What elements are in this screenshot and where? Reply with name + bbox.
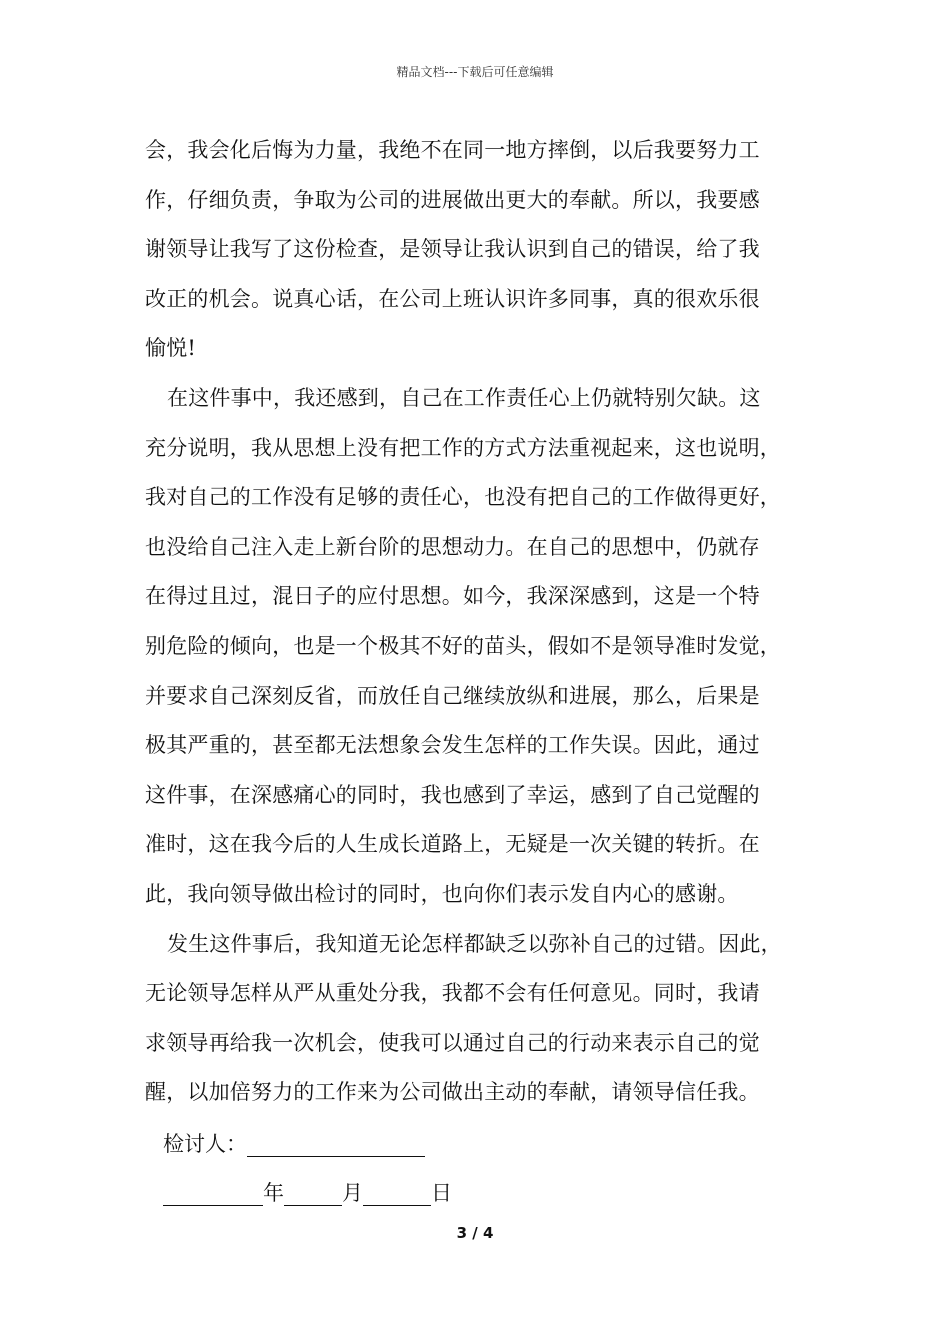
text-line: 准时，这在我今后的人生成长道路上，无疑是一次关键的转折。在: [145, 832, 760, 857]
day-label: 日: [431, 1181, 452, 1205]
text-line: 作，仔细负责，争取为公司的进展做出更大的奉献。所以，我要感: [145, 187, 760, 212]
paragraph-1: [145, 126, 835, 374]
text-line: 这件事，在深感痛心的同时，我也感到了幸运，感到了自己觉醒的: [145, 782, 760, 807]
text-line: 并要求自己深刻反省，而放任自己继续放纵和进展，那么，后果是: [145, 683, 760, 708]
text-line: 醒，以加倍努力的工作来为公司做出主动的奉献，请领导信任我。: [145, 1080, 760, 1105]
year-label: 年: [263, 1181, 284, 1205]
signature-line: [163, 1119, 425, 1169]
text-line: 我对自己的工作没有足够的责任心，也没有把自己的工作做得更好，: [145, 485, 781, 510]
document-header: 精品文档---下载后可任意编辑: [396, 65, 554, 79]
text-line: 改正的机会。说真心话，在公司上班认识许多同事，真的很欢乐很: [145, 286, 760, 311]
paragraph-2: [145, 374, 835, 920]
text-line: 愉悦!: [145, 336, 197, 361]
paragraph-3: [145, 920, 835, 1118]
text-line: 极其严重的，甚至都无法想象会发生怎样的工作失误。因此，通过: [145, 733, 760, 758]
text-line: 谢领导让我写了这份检查，是领导让我认识到自己的错误，给了我: [145, 237, 760, 262]
day-blank: [363, 1179, 431, 1206]
month-blank: [284, 1179, 342, 1206]
text-line: 此，我向领导做出检讨的同时，也向你们表示发自内心的感谢。: [145, 881, 739, 906]
text-line: 在这件事中，我还感到，自己在工作责任心上仍就特别欠缺。这: [167, 385, 761, 410]
page-number: 3 / 4: [456, 1224, 494, 1242]
text-line: 别危险的倾向，也是一个极其不好的苗头，假如不是领导准时发觉，: [145, 633, 781, 658]
document-body: [145, 126, 835, 1118]
text-line: 无论领导怎样从严从重处分我，我都不会有任何意见。同时，我请: [145, 981, 760, 1006]
signature-blank: [247, 1130, 425, 1157]
text-line: 在得过且过，混日子的应付思想。如今，我深深感到，这是一个特: [145, 584, 760, 609]
month-label: 月: [342, 1181, 363, 1205]
date-line: [163, 1168, 452, 1218]
text-line: 充分说明，我从思想上没有把工作的方式方法重视起来，这也说明，: [145, 435, 781, 460]
text-line: 发生这件事后，我知道无论怎样都缺乏以弥补自己的过错。因此，: [167, 931, 782, 956]
text-line: 也没给自己注入走上新台阶的思想动力。在自己的思想中，仍就存: [145, 534, 760, 559]
text-line: 求领导再给我一次机会，使我可以通过自己的行动来表示自己的觉: [145, 1030, 760, 1055]
year-blank: [163, 1179, 263, 1206]
text-line: 会，我会化后悔为力量，我绝不在同一地方摔倒，以后我要努力工: [145, 138, 760, 162]
signature-label: 检讨人：: [163, 1132, 247, 1156]
